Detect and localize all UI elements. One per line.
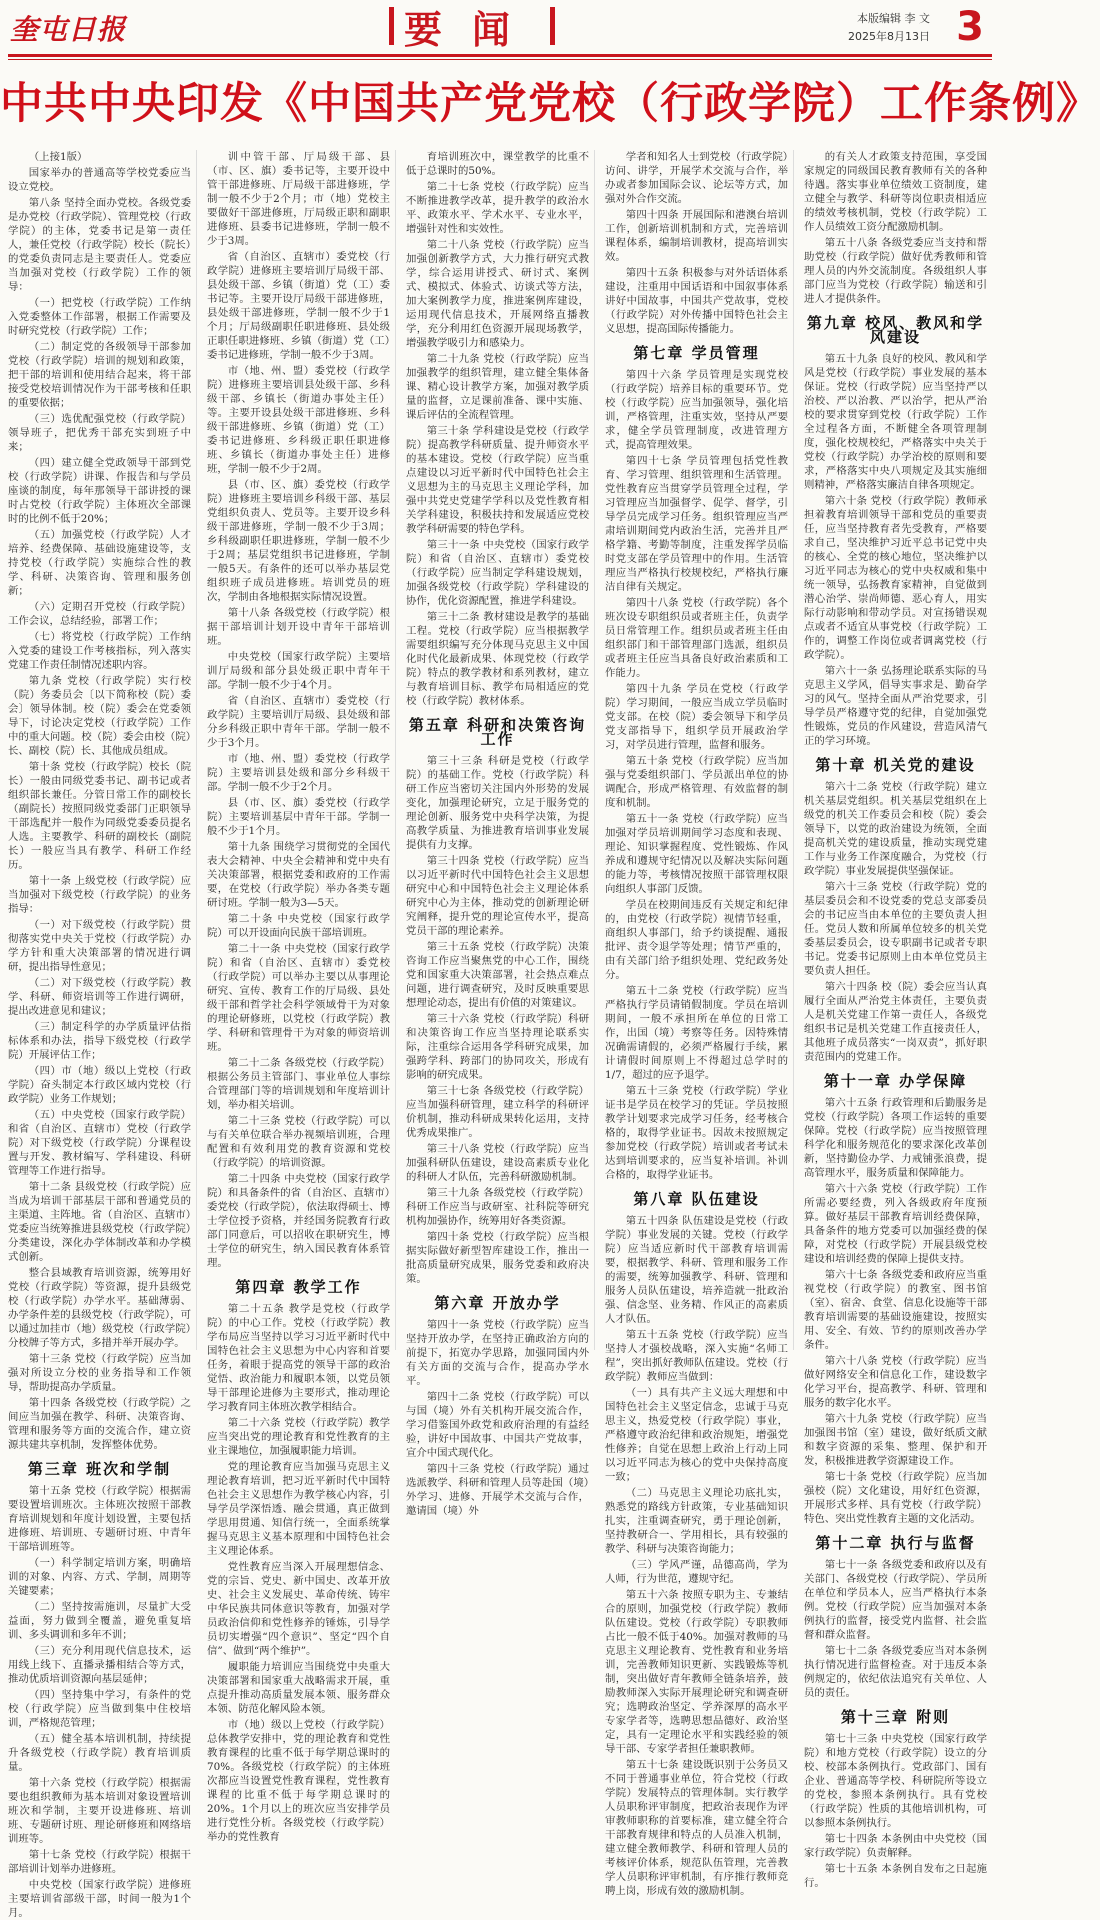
chapter-heading: 第十章 机关党的建设 — [815, 756, 976, 774]
headline: 中共中央印发《中国共产党党校（行政学院）工作条例》 — [0, 79, 1100, 129]
article-paragraph: （四）市（地）级以上党校（行政学院）奋头制定本行政区域内党校（行政学院）业务工作规划； — [8, 1065, 191, 1105]
article-paragraph: 第二十七条 党校（行政学院）应当不断推进教学改革，提升教学的政治水平、政策水平、学术水平、专业水平，增强针对性和实效性。 — [406, 181, 589, 235]
article-paragraph: 市（地、州、盟）委党校（行政学院）主要培训县处级和部分乡科级干部。学制一般不少于2个月。 — [207, 753, 390, 793]
article-paragraph: 第七十一条 各级党委和政府以及有关部门、各级党校（行政学院）、学员所在单位和学员本人，应当严格执行本条例。党校（行政学院）应当加强对本条例执行的监督，接受党内监督、社会监督和群众监督。 — [804, 1559, 987, 1641]
article-paragraph: 第三十条 学科建设是党校（行政学院）提高教学科研质量、提升师资水平的基本建设。党校（行政学院）应当重点建设以习近平新时代中国特色社会主义思想为主的马克思主义理论学科，加强中共党史党建学学科以及党性教育相关学科建设，积极扶持和发展适应党校教学科研需要的特色学科。 — [406, 425, 589, 535]
article-paragraph: 第七十二条 各级党委应当对本条例执行情况进行监督检查。对于违反本条例规定的，依纪依法追究有关单位、人员的责任。 — [804, 1645, 987, 1699]
article-paragraph: 第十五条 党校（行政学院）根据需要设置培训班次。主体班次按照干部教育培训规划和年度计划设置，主要包括进修班、培训班、专题研讨班、中青年干部培训班等。 — [8, 1485, 191, 1553]
article-paragraph: 第五十九条 良好的校风、教风和学风是党校（行政学院）事业发展的基本保证。党校（行政学院）应当坚持严以治校、严以治教、严以治学，把从严治校的要求贯穿到党校（行政学院）工作全过程各方面，不断健全各项管理制度，强化校规校纪，严格落实中央关于党校（行政学院）办学治校的原则和要求，严格落实中央八项规定及其实施细则精神，严格落实廉洁自律各项规定。 — [804, 353, 987, 491]
article-paragraph: （一）把党校（行政学院）工作纳入党委整体工作部署，根据工作需要及时研究党校（行政学院）工作； — [8, 297, 191, 337]
article-paragraph: 第九条 党校（行政学院）实行校（院）务委员会〔以下简称校（院）委会〕领导体制。校（院）委会在党委领导下，讨论决定党校（行政学院）工作中的重大问题。校（院）委会由校（院）长、副校（院）长、其他成员组成。 — [8, 675, 191, 757]
article-paragraph: 省（自治区、直辖市）委党校（行政学院）进修班主要培训厅局级干部、县处级干部、乡镇（街道）党（工）委书记等。主要开设厅局级干部进修班，县处级干部进修班，学制一般不少于1个月；厅局级副职任职进修班、县处级正职任职进修班、乡镇（街道）党（工）委书记进修班，学制一般不少于3周。 — [207, 251, 390, 361]
article-paragraph: 第六十九条 党校（行政学院）应当加强图书馆（室）建设，做好纸质文献和数字资源的采集、整理、保护和开发，积极推进教学资源建设工作。 — [804, 1413, 987, 1467]
article-paragraph: 第二十三条 党校（行政学院）可以与有关单位联合举办视频培训班，合理配置和有效利用党的教育资源和党校（行政学院）的培训资源。 — [207, 1115, 390, 1169]
article-paragraph: 市（地、州、盟）委党校（行政学院）进修班主要培训县处级干部、乡科级干部、乡镇长（街道办事处主任）等。主要开设县处级干部进修班、乡科级干部进修班、乡镇（街道）党（工）委书记进修班、乡科级正职任职进修班、乡镇长（街道办事处主任）进修班，学制一般不少于2周。 — [207, 365, 390, 475]
article-paragraph: 第二十八条 党校（行政学院）应当加强创新教学方式，大力推行研究式教学，综合运用讲授式、研讨式、案例式、模拟式、体验式、访谈式等方法，加大案例教学力度，推进案例库建设，运用现代信息技术，开展网络直播教学，充分利用红色资源开展现场教学，增强教学吸引力和感染力。 — [406, 239, 589, 349]
article-paragraph: 党性教育应当深入开展理想信念、党的宗旨、党史、新中国史、改革开放史、社会主义发展史、革命传统、铸牢中华民族共同体意识等教育，加强对学员政治信仰和党性修养的锤炼，引导学员切实增强“四个意识”、坚定“四个自信”、做到“两个维护”。 — [207, 1561, 390, 1657]
article-paragraph: 第三十五条 党校（行政学院）决策咨询工作应当聚焦党的中心工作，围绕党和国家重大决策部署，社会热点难点问题，进行调查研究，及时反映重要思想理论动态，提出有价值的对策建议。 — [406, 941, 589, 1009]
article-paragraph: 第六十七条 各级党委和政府应当重视党校（行政学院）的教室、图书馆（室）、宿舍、食堂、信息化设施等干部教育培训需要的基础设施建设，按照实用、安全、有效、节约的原则改善办学条件。 — [804, 1269, 987, 1351]
article-paragraph: （四）坚持集中学习，有条件的党校（行政学院）应当做到集中住校培训，严格规范管理； — [8, 1689, 191, 1729]
article-paragraph: 第五十一条 党校（行政学院）应当加强对学员培训期间学习态度和表现、理论、知识掌握程度、党性锻炼、作风养成和遵规守纪情况以及解决实际问题的能力等，考核情况按照干部管理权限向组织人事部门反馈。 — [605, 813, 788, 895]
article-paragraph: 第六十八条 党校（行政学院）应当做好网络安全和信息化工作，建设数字化学习平台，提高教学、科研、管理和服务的数字化水平。 — [804, 1355, 987, 1409]
column-2 — [207, 150, 396, 1843]
article-paragraph: 第十条 党校（行政学院）校长（院长）一般由同级党委书记、副书记或者组织部长兼任。分管日常工作的副校长（副院长）按照同级党委部门正职领导干部选配并一般作为同级党委委员提名人选。主要教学、科研的副校长（副院长）一般应当具有教学、科研工作经历。 — [8, 761, 191, 871]
article-paragraph: 训中管干部、厅局级干部、县（市、区、旗）委书记等，主要开设中管干部进修班、厅局级干部进修班，学制一般不少于2个月；市（地）党校主要做好干部进修班，厅局级正职和副职进修班、县委书记进修班，学制一般不少于3周。 — [207, 151, 390, 247]
chapter-heading: 第十三章 附则 — [840, 1708, 951, 1726]
article-paragraph: （四）建立健全党政领导干部到党校（行政学院）讲课、作报告和与学员座谈的制度，每年那领导干部讲授的课时占党校（行政学院）主体班次全部课时的比例不低于20%； — [8, 457, 191, 525]
article-paragraph: 整合县域教育培训资源，统筹用好党校（行政学院）等资源，提升县级党校（行政学院）办学水平。基础薄弱、办学条件差的县级党校（行政学院），可以通过加挂市（地）级党校（行政学院）分校牌子等方式，多措并举开展办学。 — [8, 1267, 191, 1349]
article-paragraph: 第十六条 党校（行政学院）根据需要也组织教师为基本培训对象设置培训班次和学制，主要开设进修班、培训班、专题研讨班、理论研修班和网络培训班等。 — [8, 1777, 191, 1845]
article-paragraph: 第二十四条 中央党校（国家行政学院）和具备条件的省（自治区、直辖市）委党校（行政学院），依法取得硕士、博士学位授予资格，并经国务院教育行政部门同意后，可以招收在职研究生，博士学位的研究生，纳入国民教育体系管理。 — [207, 1173, 390, 1269]
article-paragraph: 第五十条 党校（行政学院）应当加强与党委组织部门、学员派出单位的协调配合，形成严格管理、有效监督的制度和机制。 — [605, 755, 788, 809]
article-paragraph: 第六十三条 党校（行政学院）党的基层委员会和不设党委的党总支部委员会的书记应当由本单位的主要负责人担任。党员人数和所属单位较多的机关党委基层委员会，设专职副书记或者专职书记。党委书记原则上由本单位党员主要负责人担任。 — [804, 881, 987, 977]
article-paragraph: 第三十二条 教材建设是教学的基础工程。党校（行政学院）应当根据教学需要组织编写充分体现马克思主义中国化时代化最新成果、体现党校（行政学院）特点的教学教材和系列教材，建立与教育培训目标、教学布局相适应的党校（行政学院）教材体系。 — [406, 611, 589, 707]
article-paragraph: 学员在校期间违反有关规定和纪律的，由党校（行政学院）视情节轻重，商组织人事部门，给予约谈提醒、通报批评、责令退学等处理；情节严重的，由有关部门给予组织处理、党纪政务处分。 — [605, 899, 788, 981]
section-label: 要闻 — [403, 6, 540, 52]
article-paragraph: 第十二条 县级党校（行政学院）应当成为培训干部基层干部和普通党员的主渠道、主阵地。省（自治区、直辖市）党委应当统筹推进县级党校（行政学院）分类建设，深化办学体制改革和办学模式创新。 — [8, 1181, 191, 1263]
article-paragraph: 第二十九条 党校（行政学院）应当加强教学的组织管理，建立健全集体备课、精心设计教学方案，加强对教学质量的监督，立足课前准备、课中实施、课后评估的全流程管理。 — [406, 353, 589, 421]
column-3 — [406, 150, 595, 1517]
article-paragraph: 的有关人才政策支持范围，享受国家规定的同级国民教育教师有关的各种待遇。落实事业单位绩效工资制度，建立健全与教学、科研等岗位职责相适应的绩效考核机制，党校（行政学院）工作人员绩效工资分配激励机制。 — [804, 151, 987, 233]
article-paragraph: 第五十六条 按照专职为主、专兼结合的原则，加强党校（行政学院）教师队伍建设。党校（行政学院）专职教师占比一般不低于40%。加强对教师的马克思主义理论教育、党性教育和业务培训，完善教师知识更新、实践锻炼等机制，突出做好青年教师全链条培养，鼓励教师深入实际开展理论研究和调查研究；选聘政治坚定、学养深厚的高水平专家学者等，选聘思想品德好、政治坚定，具有一定理论水平和实践经验的领导干部、专家学者担任兼职教师。 — [605, 1589, 788, 1755]
article-paragraph: 第六十四条 校（院）委会应当认真履行全面从严治党主体责任，主要负责人是机关党建工作第一责任人，各级党组织书记是机关党建工作直接责任人，其他班子成员落实“一岗双责”，抓好职责范围内的党建工作。 — [804, 981, 987, 1063]
article-paragraph: 第三十八条 党校（行政学院）应当加强科研队伍建设，建设高素质专业化的科研人才队伍，完善科研激励机制。 — [406, 1143, 589, 1183]
article-paragraph: 第十四条 各级党校（行政学院）之间应当加强在教学、科研、决策咨询、管理和服务等方面的交流合作，建立资源共建共享机制，发挥整体优势。 — [8, 1397, 191, 1451]
masthead-rule — [8, 54, 992, 57]
article-paragraph: （上接1版） — [28, 151, 88, 163]
article-paragraph: （三）选优配强党校（行政学院）领导班子，把优秀干部充实到班子中来； — [8, 413, 191, 453]
article-paragraph: 第四十一条 党校（行政学院）应当坚持开放办学，在坚持正确政治方向的前提下，拓宽办学思路，加强同国内外有关方面的交流与合作，提高办学水平。 — [406, 1319, 589, 1387]
article-paragraph: （二）坚持按需施训，尽量扩大受益面，努力做到全覆盖，避免重复培训、多头调训和多年不训； — [8, 1601, 191, 1641]
section-title — [372, 4, 572, 52]
article-paragraph: 第五十七条 建设既识别于公务员又不同于普通事业单位，符合党校（行政学院）发展特点的管理体制。实行教学人员职称评审制度，把政治表现作为评审教师职称的首要标准，建立健全符合干部教育规律和特点的人员准入机制，建立健全教师教学、科研和管理人员的考核评价体系，规范队伍管理，完善教学人员职称评审机制，有序推行教师竞聘上岗，形成有效的激励机制。 — [605, 1759, 788, 1897]
article-paragraph: 县（市、区、旗）委党校（行政学院）进修班主要培训乡科级干部、基层党组织负责人、党员等。主要开设乡科级干部进修班，学制一般不少于3周；乡科级副职任职进修班，学制一般不少于2周；基层党组织书记进修班，学制一般5天。有条件的还可以举办基层党组织班子成员进修班。培训党员的班次，学制由各地根据实际情况设置。 — [207, 479, 390, 603]
article-paragraph: 国家举办的普通高等学校党委应当设立党校。 — [8, 167, 191, 193]
article-paragraph: （五）中央党校（国家行政学院）和省（自治区、直辖市）党校（行政学院）对下级党校（行政学院）分课程设置与开发、教材编写、学科建设、科研管理等工作进行指导。 — [8, 1109, 191, 1177]
section-bar-right — [550, 7, 555, 45]
column-1 — [8, 150, 197, 1919]
article-paragraph: 中央党校（国家行政学院）进修班主要培训省部级干部，时间一般为1个月。 — [8, 1879, 191, 1919]
article-paragraph: 第十三条 党校（行政学院）应当加强对所设立分校的业务指导和工作领导，帮助提高办学质量。 — [8, 1353, 191, 1393]
article-paragraph: 第三十一条 中央党校（国家行政学院）和省（自治区、直辖市）委党校（行政学院）应当制定学科建设规划，加强各级党校（行政学院）学科建设的协作，优化资源配置，推进学科建设。 — [406, 539, 589, 607]
chapter-heading: 第八章 队伍建设 — [633, 1190, 760, 1208]
article-paragraph: 第三十三条 科研是党校（行政学院）的基础工作。党校（行政学院）科研工作应当密切关注国内外形势的发展变化，加强理论研究，立足于服务党的理论创新、服务党中央科学决策，为提高教学质量、为推进教育培训事业发展提供有力支撑。 — [406, 755, 589, 851]
article-paragraph: 第三十六条 党校（行政学院）科研和决策咨询工作应当坚持理论联系实际，注重综合运用各学科研究成果，加强跨学科、跨部门的协同攻关，形成有影响的研究成果。 — [406, 1013, 589, 1081]
article-paragraph: 第十七条 党校（行政学院）根据干部培训计划举办进修班。 — [8, 1849, 191, 1875]
article-paragraph: 履职能力培训应当围绕党中央重大决策部署和国家重大战略需求开展，重点提升推动高质量发展本领、服务群众本领、防范化解风险本领。 — [207, 1661, 390, 1715]
page-number: 3 — [956, 4, 984, 50]
masthead-rule-thin — [8, 59, 992, 60]
article-paragraph: 第五十二条 党校（行政学院）应当严格执行学员请销假制度。学员在培训期间，一般不承担所在单位的日常工作，出国（境）考察等任务。因特殊情况确需请假的，必须严格履行手续，累计请假时间原则上不得超过总学时的1/7，超过的应予退学。 — [605, 985, 788, 1081]
article-paragraph: 第五十五条 党校（行政学院）应当坚持人才强校战略，深入实施“名师工程”，突出抓好教师队伍建设。党校（行政学院）教师应当做到： — [605, 1329, 788, 1383]
article-paragraph: （三）充分利用现代信息技术，运用线上线下、直播录播相结合等方式，推动优质培训资源向基层延伸； — [8, 1645, 191, 1685]
section-bar-left — [389, 7, 394, 45]
article-paragraph: （五）健全基本培训机制，持续提升各级党校（行政学院）教育培训质量。 — [8, 1733, 191, 1773]
article-paragraph: 第四十七条 学员管理包括党性教育、学习管理、组织管理和生活管理。党性教育应当贯穿学员管理全过程，学习管理应当加强督学、促学、督学，引导学员完成学习任务。组织管理应当严肃培训期间党内政治生活，完善并且严格学籍、考勤等制度，注重发挥学员临时党支部在学员管理中的作用。生活管理应当严格执行校规校纪，严格执行廉洁自律有关规定。 — [605, 455, 788, 593]
article-paragraph: 第七十五条 本条例自发布之日起施行。 — [804, 1863, 987, 1889]
article-paragraph: 第七十四条 本条例由中央党校（国家行政学院）负责解释。 — [804, 1833, 987, 1859]
article-paragraph: 第五十三条 党校（行政学院）学业证书是学员在校学习的凭证。学员按照教学计划要求完成学习任务，经考核合格的，取得学业证书。因故未按照规定参加党校（行政学院）培训或者考试未达到培训要求的，应当复补培训。补训合格的，取得学业证书。 — [605, 1085, 788, 1181]
article-paragraph: （一）具有共产主义远大理想和中国特色社会主义坚定信念，忠诚于马克思主义，热爱党校（行政学院）事业，严格遵守政治纪律和政治规矩，增强党性修养；自觉在思想上政治上行动上同以习近平同志为核心的党中央保持高度一致； — [605, 1387, 788, 1483]
article-paragraph: 中央党校（国家行政学院）主要培训厅局级和部分县处级正职中青年干部。学制一般不少于4个月。 — [207, 651, 390, 691]
article-paragraph: 第二十一条 中央党校（国家行政学院）和省（自治区、直辖市）委党校（行政学院）可以举办主要以从事理论研究、宣传、教育工作的厅局级、县处级干部和哲学社会科学领域骨干为对象的理论研修班，以党校（行政学院）教学、科研和管理骨干为对象的师资培训班。 — [207, 943, 390, 1053]
article-paragraph: （二）制定党的各级领导干部参加党校（行政学院）培训的规划和政策，把干部的培训和使用结合起来，将干部接受党校培训情况作为干部考核和任职的重要依据； — [8, 341, 191, 409]
article-paragraph: 第四十八条 党校（行政学院）各个班次设专职组织员或者班主任，负责学员日常管理工作。组织员或者班主任由组织部门和干部管理部门选派，组织员或者班主任应当具备良好政治素质和工作能力。 — [605, 597, 788, 679]
chapter-heading: 第十一章 办学保障 — [823, 1072, 968, 1090]
column-5 — [804, 150, 992, 1889]
chapter-heading: 第六章 开放办学 — [434, 1294, 561, 1312]
article-paragraph: 第四十二条 党校（行政学院）可以与国（境）外有关机构开展交流合作，学习借鉴国外政党和政府治理的有益经验，讲好中国故事、中国共产党故事，宣介中国式现代化。 — [406, 1391, 589, 1459]
article-paragraph: 第六十二条 党校（行政学院）建立机关基层党组织。机关基层党组织在上级党的机关工作委员会和校（院）委会领导下，以党的政治建设为统领，全面提高机关党的建设质量，推动实现党建工作与业务工作深度融合，为党校（行政学院）事业发展提供坚强保证。 — [804, 781, 987, 877]
chapter-heading: 第七章 学员管理 — [633, 344, 760, 362]
newspaper-logo: 奎屯日报 — [10, 13, 127, 46]
column-4 — [605, 150, 794, 1897]
article-body — [8, 150, 992, 1919]
article-paragraph: 第六十五条 行政管理和后勤服务是党校（行政学院）各项工作运转的重要保障。党校（行政学院）应当按照管理科学化和服务规范化的要求深化改革创新，坚持勤俭办学、力戒铺张浪费，提高管理水平，服务质量和保障能力。 — [804, 1097, 987, 1179]
article-paragraph: 第三十九条 各级党校（行政学院）科研工作应当与政研室、社科院等研究机构加强协作，统筹用好各类资源。 — [406, 1187, 589, 1227]
article-paragraph: 第六十条 党校（行政学院）教师承担着教育培训领导干部和党员的重要责任，应当坚持教育者先受教育，严格要求自己，坚决维护习近平总书记党中央的核心、全党的核心地位，坚决维护以习近平同志为核心的党中央权威和集中统一领导，弘扬教育家精神，自觉做到潜心治学、崇尚师德、恶心育人，用实际行动影响和带动学员。对宣扬错误观点或者不适宜从事党校（行政学院）工作的，调整工作岗位或者调离党校（行政学院）。 — [804, 495, 987, 661]
issue-date: 2025年8月13日 — [848, 30, 930, 43]
article-paragraph: （一）对下级党校（行政学院）贯彻落实党中央关于党校（行政学院）办学方针和重大决策部署的情况进行调研，提出指导性意见； — [8, 919, 191, 973]
article-paragraph: （七）将党校（行政学院）工作纳入党委的建设工作考核指标，列入落实党建工作责任制情况述职内容。 — [8, 631, 191, 671]
article-paragraph: 市（地）级以上党校（行政学院）总体教学安排中，党的理论教育和党性教育课程的比重不低于每学期总课时的70%。各级党校（行政学院）的主体班次都应当设置党性教育课程，党性教育课程的比重不低于每学期总课时的20%。1个月以上的班次应当安排学员进行党性分析。各级党校（行政学院）举办的党性教育 — [207, 1719, 390, 1843]
article-paragraph: 第五十四条 队伍建设是党校（行政学院）事业发展的关键。党校（行政学院）应当适应新时代干部教育培训需要，根据教学、科研、管理和服务工作的需要，统筹加强教学、科研、管理和服务人员队伍建设，培养造就一批政治强、信念坚、业务精、作风正的高素质人才队伍。 — [605, 1215, 788, 1325]
article-paragraph: 育培训班次中，课堂教学的比重不低于总课时的50%。 — [406, 151, 589, 177]
chapter-heading: 第五章 科研和决策咨询工作 — [408, 716, 587, 748]
article-paragraph: 第七十条 党校（行政学院）应当加强校（院）文化建设，用好红色资源，开展形式多样、具有党校（行政学院）特色、突出党性教育主题的文化活动。 — [804, 1471, 987, 1525]
article-paragraph: 学者和知名人士到党校（行政学院）访问、讲学，开展学术交流与合作，举办或者参加国际会议、论坛等方式，加强对外合作交流。 — [605, 151, 788, 205]
article-paragraph: （一）科学制定培训方案，明确培训的对象、内容、方式、学制，周期等关键要素； — [8, 1557, 191, 1597]
chapter-heading: 第十二章 执行与监督 — [815, 1534, 976, 1552]
editor-line: 本版编辑 李 文 — [857, 12, 930, 25]
chapter-heading: 第三章 班次和学制 — [27, 1460, 172, 1478]
chapter-heading: 第四章 教学工作 — [235, 1278, 362, 1296]
article-paragraph: （三）学风严谨，品德高尚，学为人师，行为世范，遵规守纪。 — [605, 1559, 788, 1585]
article-paragraph: 第六十一条 弘扬理论联系实际的马克思主义学风，倡导实事求是、勤奋学习的风气。坚持全面从严治党要求，引导学员严格遵守党的纪律，自觉加强党性锻炼，党员的作风建设，营造风清气正的学习环境。 — [804, 665, 987, 747]
article-paragraph: （二）马克思主义理论功底扎实，熟悉党的路线方针政策，专业基础知识扎实，注重调查研究，勇于理论创新，坚持教研合一、学用相长，具有较强的教学、科研与决策咨询能力； — [605, 1487, 788, 1555]
article-paragraph: 县（市、区、旗）委党校（行政学院）主要培训基层中青年干部。学制一般不少于1个月。 — [207, 797, 390, 837]
article-paragraph: 第四十六条 学员管理是实现党校（行政学院）培养目标的重要环节。党校（行政学院）应当加强领导，强化培训，严格管理，注重实效，坚持从严要求，健全学员管理制度，改进管理方式，提高管理效果。 — [605, 369, 788, 451]
chapter-heading: 第九章 校风、教风和学风建设 — [806, 314, 985, 346]
article-paragraph: 第四十四条 开展国际和港澳台培训工作，创新培训机制和方式，完善培训课程体系，编制培训教材，提高培训实效。 — [605, 209, 788, 263]
article-paragraph: 第二十六条 党校（行政学院）教学应当突出党的理论教育和党性教育的主业主课地位，加强履职能力培训。 — [207, 1417, 390, 1457]
article-paragraph: （五）加强党校（行政学院）人才培养、经费保障、基础设施建设等，支持党校（行政学院）实施综合性的教学、科研、决策咨询、管理和服务创新； — [8, 529, 191, 597]
article-paragraph: 第三十七条 各级党校（行政学院）应当加强科研管理，建立科学的科研评价机制，推动科研成果转化运用，支持优秀成果推广。 — [406, 1085, 589, 1139]
article-paragraph: 第二十条 中央党校（国家行政学院）可以开设面向民族干部培训班。 — [207, 913, 390, 939]
article-paragraph: 第四十五条 积极参与对外话语体系建设，注重用中国话语和中国叙事体系讲好中国故事，中国共产党故事，党校（行政学院）对外传播中国特色社会主义思想，提高国际传播能力。 — [605, 267, 788, 335]
article-paragraph: 第四十三条 党校（行政学院）通过选派教学、科研和管理人员等赴国（境）外学习、进修、开展学术交流与合作，邀请国（境）外 — [406, 1463, 589, 1517]
article-paragraph: 第二十二条 各级党校（行政学院）根据公务员主管部门、事业单位人事综合管理部门等的培训规划和年度培训计划，举办相关培训。 — [207, 1057, 390, 1111]
article-paragraph: 第十九条 围绕学习贯彻党的全国代表大会精神、中央全会精神和党中央有关决策部署，根据党委和政府的工作需要，在党校（行政学院）举办各类专题研讨班。学制一般为3—5天。 — [207, 841, 390, 909]
article-paragraph: 第五十八条 各级党委应当支持和帮助党校（行政学院）做好优秀教师和管理人员的内外交流制度。各级组织人事部门应当为党校（行政学院）输送和引进人才提供条件。 — [804, 237, 987, 305]
article-paragraph: 第七十三条 中央党校（国家行政学院）和地方党校（行政学院）设立的分校、校部本条例执行。党政部门、国有企业、普通高等学校、科研院所等设立的党校，参照本条例执行。具有党校（行政学院）性质的其他培训机构，可以参照本条例执行。 — [804, 1733, 987, 1829]
article-paragraph: 第六十六条 党校（行政学院）工作所需必要经费，列入各级政府年度预算。做好基层干部教育培训经费保障，具备条件的地方党委可以加强经费的保障，对党校（行政学院）开展县级党校建设和培训经费的保障上提供支持。 — [804, 1183, 987, 1265]
article-paragraph: 第三十四条 党校（行政学院）应当以习近平新时代中国特色社会主义思想研究中心和中国特色社会主义理论体系研究中心为主体，推动党的创新理论研究阐释，提升党的理论宣传水平，提高党员干部的理论素养。 — [406, 855, 589, 937]
article-paragraph: 第四十条 党校（行政学院）应当根据实际做好新型智库建设工作，推出一批高质量研究成果，服务党委和政府决策。 — [406, 1231, 589, 1285]
article-paragraph: 省（自治区、直辖市）委党校（行政学院）主要培训厅局级、县处级和部分乡科级正职中青年干部。学制一般不少于3个月。 — [207, 695, 390, 749]
article-paragraph: 第二十五条 教学是党校（行政学院）的中心工作。党校（行政学院）教学布局应当坚持以学习习近平新时代中国特色社会主义思想为中心内容和首要任务，着眼于提高党的领导干部的政治觉悟、政治能力和履职本领，以党员领导干部理论进修为主要形式，推动理论学习教育同主体班次教学相结合。 — [207, 1303, 390, 1413]
edition-info — [848, 10, 930, 46]
masthead — [0, 0, 1000, 62]
article-paragraph: 第十一条 上级党校（行政学院）应当加强对下级党校（行政学院）的业务指导： — [8, 875, 191, 915]
article-paragraph: （六）定期召开党校（行政学院）工作会议，总结经验，部署工作； — [8, 601, 191, 627]
article-paragraph: （三）制定科学的办学质量评估指标体系和办法，指导下级党校（行政学院）开展评估工作； — [8, 1021, 191, 1061]
article-paragraph: 第四十九条 学员在党校（行政学院）学习期间，一般应当成立学员临时党支部。在校（院）委会领导下和学员党支部指导下，组织学员开展政治学习，对学员进行管理，监督和服务。 — [605, 683, 788, 751]
article-paragraph: （二）对下级党校（行政学院）教学、科研、师资培训等工作进行调研，提出改进意见和建议； — [8, 977, 191, 1017]
article-paragraph: 第八条 坚持全面办党校。各级党委是办党校（行政学院）、管理党校（行政学院）的主体，党委书记是第一责任人，兼任党校（行政学院）校长（院长）的党委负责同志是主要责任人。党委应当加强对党校（行政学院）工作的领导： — [8, 197, 191, 293]
article-paragraph: 党的理论教育应当加强马克思主义理论教育培训，把习近平新时代中国特色社会主义思想作为教学核心内容，引导学员学深悟透、融会贯通，真正做到学思用贯通、知信行统一，全面系统掌握马克思主义基本原理和中国特色社会主义理论体系。 — [207, 1461, 390, 1557]
article-paragraph: 第十八条 各级党校（行政学院）根据干部培训计划开设中青年干部培训班。 — [207, 607, 390, 647]
